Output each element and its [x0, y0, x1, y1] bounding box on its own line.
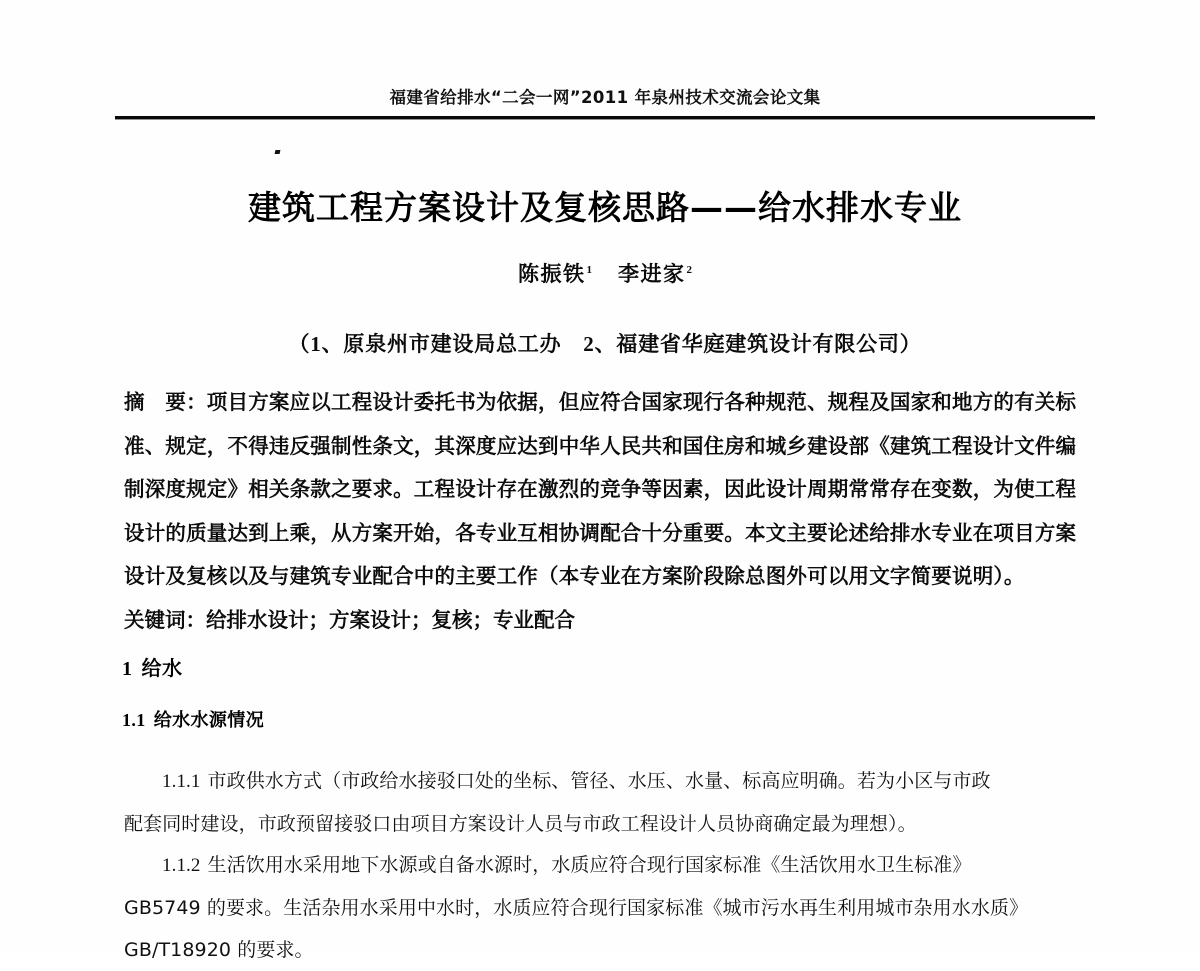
author-name-1: 陈振铁 — [518, 262, 586, 286]
paragraph-1-1-2-text-1: 生活饮用水采用地下水源或自备水源时，水质应符合现行国家标准《生活饮用水卫生标准》 — [207, 854, 972, 876]
running-head: 福建省给排水“二会一网”2011 年泉州技术交流会论文集 — [389, 88, 821, 107]
paragraph-1-1-1 — [124, 760, 1089, 845]
paragraph-1-1-1-text-1: 市政供水方式（市政给水接驳口处的坐标、管径、水压、水量、标高应明确。若为小区与市政 — [207, 770, 991, 792]
paragraph-1-1-2-line-3 — [124, 929, 1089, 971]
author-affiliation-marker-2: 2 — [686, 264, 692, 276]
paragraph-1-1-2-text-2: GB5749 的要求。生活杂用水采用中水时，水质应符合现行国家标准《城市污水再生利用城市杂用水水质》 — [124, 897, 1029, 919]
paragraph-1-1-1-line-1 — [124, 760, 1089, 803]
paragraph-1-1-1-number: 1.1.1 — [162, 771, 201, 792]
section-heading-1-number: 1 — [122, 658, 133, 680]
paragraph-1-1-1-line-2 — [124, 803, 1089, 845]
author-name-2: 李进家 — [618, 262, 686, 286]
author-line — [115, 258, 1095, 288]
abstract-line: 摘 要：项目方案应以工程设计委托书为依据，但应符合国家现行各种规范、规程及国家和地方的有关标 — [124, 392, 1077, 414]
section-heading-1-title: 给水 — [141, 656, 183, 680]
abstract-block — [124, 382, 1089, 600]
paragraph-1-1-2-line-1 — [124, 844, 1089, 887]
page-title: 建筑工程方案设计及复核思路——给水排水专业 — [248, 188, 962, 227]
paragraph-1-1-2-line-2 — [124, 887, 1089, 929]
paragraph-1-1-2-text-3: GB/T18920 的要求。 — [124, 939, 314, 961]
header-rule-divider — [115, 116, 1095, 119]
keywords-line: 关键词：给排水设计；方案设计；复核；专业配合 — [124, 610, 575, 632]
section-heading-1-1-number: 1.1 — [122, 710, 146, 730]
abstract-line: 准、规定，不得违反强制性条文，其深度应达到中华人民共和国住房和城乡建设部《建筑工程设计文件编 — [124, 435, 1077, 458]
scan-artifact-speck — [275, 150, 281, 154]
abstract-line: 设计的质量达到上乘，从方案开始，各专业互相协调配合十分重要。本文主要论述给排水专业在项目方案 — [124, 522, 1077, 545]
author-affiliation-marker-1: 1 — [586, 264, 592, 276]
abstract-line: 制深度规定》相关条款之要求。工程设计存在激烈的竞争等因素，因此设计周期常常存在变数，为使工程 — [124, 479, 1077, 501]
section-heading-1 — [122, 652, 183, 681]
abstract-line: 设计及复核以及与建筑专业配合中的主要工作（本专业在方案阶段除总图外可以用文字简要说明）。 — [124, 566, 1025, 588]
section-heading-1-1 — [122, 706, 264, 732]
affiliation-line: （1、原泉州市建设局总工办 2、福建省华庭建筑设计有限公司） — [288, 332, 922, 356]
paragraph-1-1-1-text-2: 配套同时建设，市政预留接驳口由项目方案设计人员与市政工程设计人员协商确定最为理想）。 — [124, 813, 917, 835]
section-heading-1-1-title: 给水水源情况 — [153, 710, 265, 731]
paragraph-1-1-2-number: 1.1.2 — [162, 855, 201, 876]
